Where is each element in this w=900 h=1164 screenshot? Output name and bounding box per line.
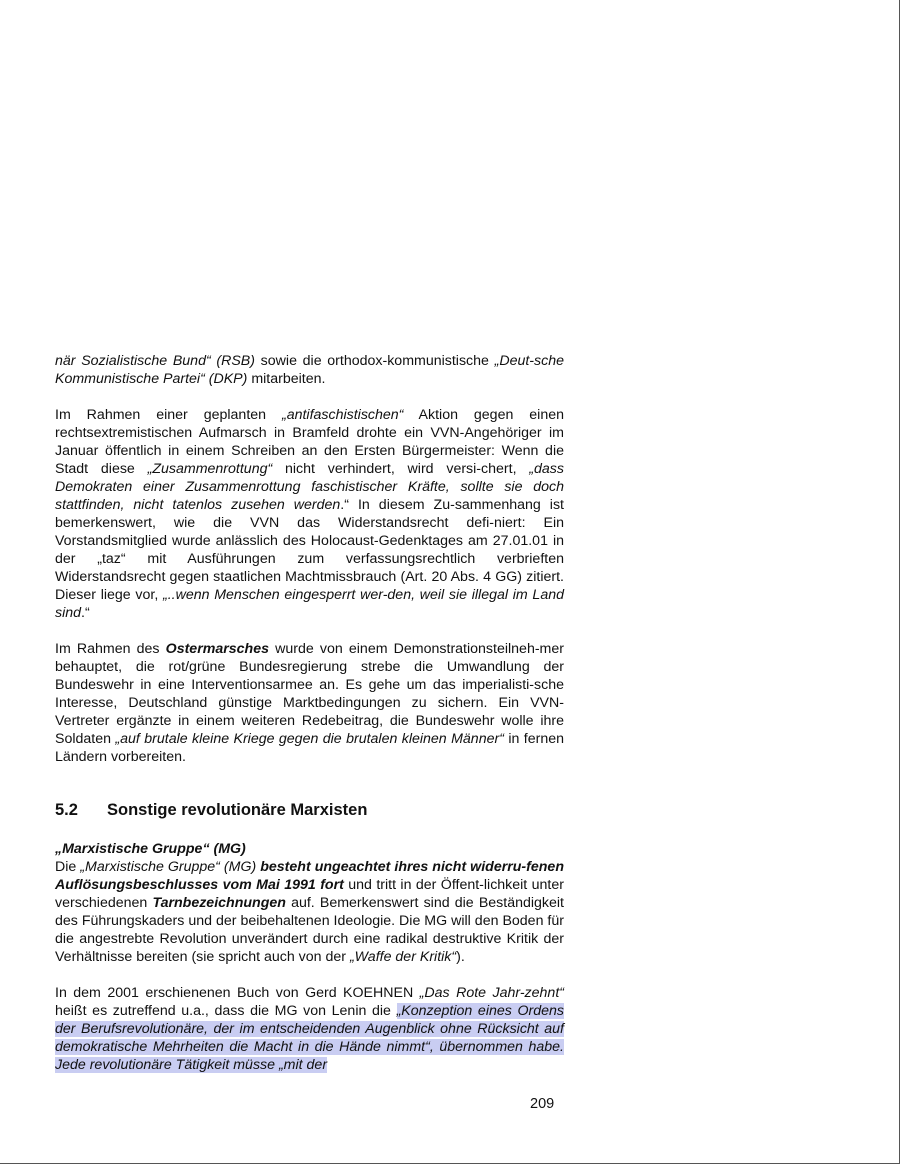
section-heading	[55, 800, 367, 820]
body-text-upper	[55, 352, 564, 766]
paragraph-koehnen: In dem 2001 erschienenen Buch von Gerd KOEHNEN „Das Rote Jahr-zehnt“ heißt es zutreffend u.a., dass die MG von Lenin die „Konzeption eines Ordens der Berufsrevolutionäre, der im entscheidenden Augenblick ohne Rücksicht auf demokratische Mehrheiten die Macht in die Hände nimmt“, übernommen habe. Jede revolutionäre Tätigkeit müsse „mit der	[55, 985, 565, 1073]
paragraph-rsb-dkp: när Sozialistische Bund“ (RSB) sowie die orthodox-kommunistische „Deut-sche Kommunistische Partei“ (DKP) mitarbeiten.	[55, 353, 564, 387]
subheading-mg: „Marxistische Gruppe“ (MG)	[55, 841, 246, 857]
paragraph-ostermarsch: Im Rahmen des Ostermarsches wurde von einem Demonstrationsteilneh-mer behauptet, die rot/grüne Bundesregierung strebe die Umwandlung der Bundeswehr in eine Interventionsarmee an. Es gehe um das imperialisti-sche Interesse, Deutschland günstige Marktbedingungen zu sichern. Ein VVN-Vertreter ergänzte in einem weiteren Redebeitrag, die Bundeswehr wolle ihre Soldaten „auf brutale kleine Kriege gegen die brutalen kleinen Männer“ in fernen Ländern vorbereiten.	[55, 641, 565, 765]
highlighted-quote: „Konzeption eines Ordens der Berufsrevolutionäre, der im entscheidenden Augenblick ohne Rücksicht auf demokratische Mehrheiten die Macht in die Hände nimmt“, übernommen habe. Jede revolutionäre Tätigkeit müsse „mit der	[55, 1003, 565, 1073]
body-text-lower	[55, 840, 564, 1074]
page-number: 209	[530, 1096, 555, 1112]
section-number: 5.2	[55, 801, 78, 819]
section-title: Sonstige revolutionäre Marxisten	[107, 801, 368, 819]
paragraph-bramfeld-aktion: Im Rahmen einer geplanten „antifaschistischen“ Aktion gegen einen rechtsextremistischen Aufmarsch in Bramfeld drohte ein VVN-Angehöriger im Januar öffentlich in einem Schreiben an den Ersten Bürgermeister: Wenn die Stadt diese „Zusammenrottung“ nicht verhindert, wird versi-chert, „dass Demokraten einer Zusammenrottung faschistischer Kräfte, sollte sie doch stattfinden, nicht tatenlos zusehen werden.“ In diesem Zu-sammenhang ist bemerkenswert, wie die VVN das Widerstandsrecht defi-niert: Ein Vorstandsmitglied wurde anlässlich des Holocaust-Gedenktages am 27.01.01 in der „taz“ mit Ausführungen zum verfassungsrechtlich verbrieften Widerstandsrecht gegen staatlichen Machtmissbrauch (Art. 20 Abs. 4 GG) zitiert. Dieser liege vor, „..wenn Menschen eingesperrt wer-den, weil sie illegal im Land sind.“	[55, 407, 564, 621]
paragraph-mg-description: Die „Marxistische Gruppe“ (MG) besteht ungeachtet ihres nicht widerru-fenen Auflösungsbeschlusses vom Mai 1991 fort und tritt in der Öffent-lichkeit unter verschiedenen Tarnbezeichnungen auf. Bemerkenswert sind die Beständigkeit des Führungskaders und der beibehaltenen Ideologie. Die MG will den Boden für die angestrebte Revolution unverändert durch eine radikal destruktive Kritik der Verhältnisse bereiten (sie spricht auch von der „Waffe der Kritik“).	[55, 859, 564, 965]
